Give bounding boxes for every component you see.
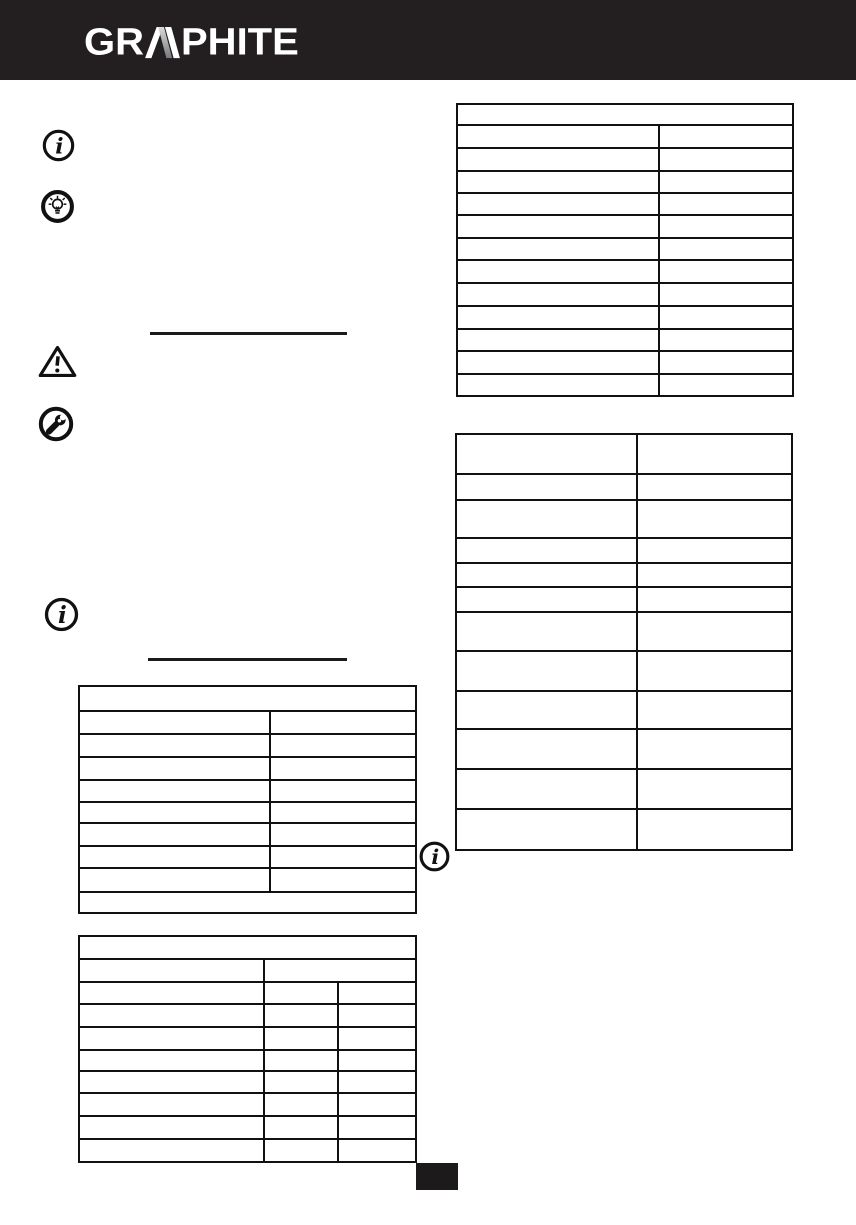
table-cell: [79, 1071, 264, 1093]
table-cell: [264, 1027, 338, 1050]
table-cell: [457, 374, 659, 396]
right-table-1-grid: [456, 103, 794, 397]
table-cell: [457, 171, 659, 193]
table-cell: [637, 563, 792, 587]
header-bar: [0, 0, 856, 80]
table-row: [79, 892, 416, 913]
table-row: [457, 171, 793, 193]
table-cell: [659, 125, 793, 148]
table-row: [79, 823, 416, 846]
table-cell: [264, 959, 416, 982]
table-cell: [457, 351, 659, 374]
table-cell: [456, 612, 637, 651]
table-cell: [79, 734, 270, 757]
table-cell: [457, 215, 659, 238]
table-cell: [637, 809, 792, 850]
table-cell: [456, 434, 637, 474]
table-cell: [637, 769, 792, 808]
table-cell: [456, 809, 637, 850]
left-table-1: [78, 685, 417, 914]
table-cell: [456, 769, 637, 808]
table-cell: [270, 734, 416, 757]
table-cell: [659, 215, 793, 238]
table-cell: [456, 500, 637, 538]
table-row: [457, 238, 793, 260]
table-cell: [637, 651, 792, 691]
table-cell: [456, 729, 637, 769]
left-table-2: [78, 935, 417, 1163]
table-cell: [79, 1139, 264, 1162]
table-cell: [79, 711, 270, 734]
table-cell: [457, 104, 793, 125]
table-cell: [79, 1050, 264, 1072]
table-cell: [659, 148, 793, 171]
table-cell: [264, 1004, 338, 1027]
table-cell: [637, 691, 792, 729]
table-cell: [79, 780, 270, 802]
table-row: [79, 686, 416, 711]
table-cell: [338, 1027, 416, 1050]
table-row: [79, 846, 416, 868]
table-cell: [264, 1050, 338, 1072]
table-row: [79, 1050, 416, 1072]
table-cell: [79, 823, 270, 846]
table-cell: [637, 612, 792, 651]
table-cell: [637, 729, 792, 769]
table-cell: [264, 982, 338, 1004]
table-cell: [457, 193, 659, 216]
table-cell: [659, 193, 793, 216]
table-cell: [659, 283, 793, 306]
table-cell: [637, 538, 792, 563]
table-row: [456, 729, 792, 769]
left-table-2-grid: [78, 935, 417, 1163]
svg-text:i: i: [58, 601, 67, 629]
table-row: [79, 959, 416, 982]
table-cell: [338, 1050, 416, 1072]
table-row: [457, 148, 793, 171]
table-row: [79, 1093, 416, 1116]
table-cell: [79, 959, 264, 982]
table-cell: [456, 563, 637, 587]
table-cell: [637, 434, 792, 474]
table-cell: [659, 351, 793, 374]
table-cell: [338, 1004, 416, 1027]
table-row: [456, 651, 792, 691]
info-icon-svg: [41, 128, 76, 163]
table-row: [79, 1027, 416, 1050]
lightbulb-icon-svg: [39, 188, 76, 225]
table-cell: [659, 238, 793, 260]
table-row: [456, 809, 792, 850]
left-table-1-grid: [78, 685, 417, 914]
table-row: [79, 982, 416, 1004]
table-cell: [79, 982, 264, 1004]
table-cell: [457, 329, 659, 351]
table-cell: [338, 1116, 416, 1139]
table-cell: [264, 1139, 338, 1162]
logo-text-left: GR: [84, 21, 144, 64]
table-cell: [270, 780, 416, 802]
table-cell: [659, 260, 793, 283]
table-cell: [456, 691, 637, 729]
table-row: [457, 215, 793, 238]
table-row: [457, 125, 793, 148]
right-table-2: [455, 433, 793, 851]
table-cell: [338, 1071, 416, 1093]
table-row: [79, 1139, 416, 1162]
svg-text:i: i: [431, 844, 440, 869]
table-row: [456, 587, 792, 611]
table-row: [79, 711, 416, 734]
table-cell: [659, 374, 793, 396]
lightbulb-icon: [39, 188, 76, 225]
table-cell: [457, 283, 659, 306]
table-cell: [457, 260, 659, 283]
table-cell: [264, 1093, 338, 1116]
table-cell: [456, 474, 637, 499]
table-cell: [457, 238, 659, 260]
svg-text:i: i: [55, 133, 64, 160]
table-cell: [79, 1093, 264, 1116]
table-row: [79, 1071, 416, 1093]
info-icon-svg: [43, 596, 80, 633]
table-cell: [79, 892, 416, 913]
table-cell: [338, 1093, 416, 1116]
warning-triangle-icon: [37, 343, 78, 379]
table-row: [79, 802, 416, 824]
table-cell: [637, 500, 792, 538]
table-row: [457, 260, 793, 283]
table-cell: [79, 846, 270, 868]
page-number-marker: [416, 1163, 458, 1190]
table-row: [456, 434, 792, 474]
table-row: [79, 734, 416, 757]
wrench-icon: [37, 405, 75, 443]
table-row: [456, 691, 792, 729]
table-cell: [270, 757, 416, 780]
table-row: [79, 1116, 416, 1139]
table-cell: [659, 171, 793, 193]
wrench-icon-svg: [37, 405, 75, 443]
table-row: [456, 769, 792, 808]
table-cell: [79, 1027, 264, 1050]
table-row: [79, 757, 416, 780]
table-cell: [79, 1004, 264, 1027]
table-cell: [637, 587, 792, 611]
table-row: [79, 868, 416, 892]
graphite-logo: [84, 21, 299, 64]
table-cell: [456, 538, 637, 563]
table-row: [456, 474, 792, 499]
table-cell: [637, 474, 792, 499]
info-icon: [418, 840, 451, 873]
heading-underline: [148, 658, 347, 661]
table-row: [456, 538, 792, 563]
info-icon: [43, 596, 80, 633]
table-cell: [338, 982, 416, 1004]
table-row: [457, 374, 793, 396]
table-cell: [270, 823, 416, 846]
table-row: [79, 936, 416, 959]
table-cell: [659, 329, 793, 351]
table-cell: [456, 587, 637, 611]
warning-triangle-icon-svg: [37, 343, 78, 379]
info-icon: [41, 128, 76, 163]
table-cell: [270, 711, 416, 734]
table-row: [457, 283, 793, 306]
table-cell: [79, 936, 416, 959]
table-row: [457, 104, 793, 125]
table-cell: [264, 1116, 338, 1139]
table-cell: [457, 148, 659, 171]
table-cell: [457, 125, 659, 148]
table-cell: [270, 846, 416, 868]
info-icon-svg: [418, 840, 451, 873]
table-row: [456, 563, 792, 587]
table-row: [457, 329, 793, 351]
logo-stylized-a-icon: [145, 27, 180, 58]
table-cell: [456, 651, 637, 691]
table-row: [457, 351, 793, 374]
table-row: [456, 500, 792, 538]
table-cell: [270, 802, 416, 824]
table-cell: [79, 1116, 264, 1139]
table-row: [457, 306, 793, 329]
table-cell: [659, 306, 793, 329]
table-row: [457, 193, 793, 216]
logo-text-right: PHITE: [181, 21, 299, 64]
table-row: [79, 1004, 416, 1027]
right-table-1: [456, 103, 794, 397]
table-cell: [338, 1139, 416, 1162]
table-cell: [270, 868, 416, 892]
table-cell: [264, 1071, 338, 1093]
table-cell: [79, 757, 270, 780]
table-cell: [79, 686, 416, 711]
table-row: [456, 612, 792, 651]
table-cell: [457, 306, 659, 329]
heading-underline: [150, 332, 347, 335]
right-table-2-grid: [455, 433, 793, 851]
table-row: [79, 780, 416, 802]
table-cell: [79, 802, 270, 824]
table-cell: [79, 868, 270, 892]
